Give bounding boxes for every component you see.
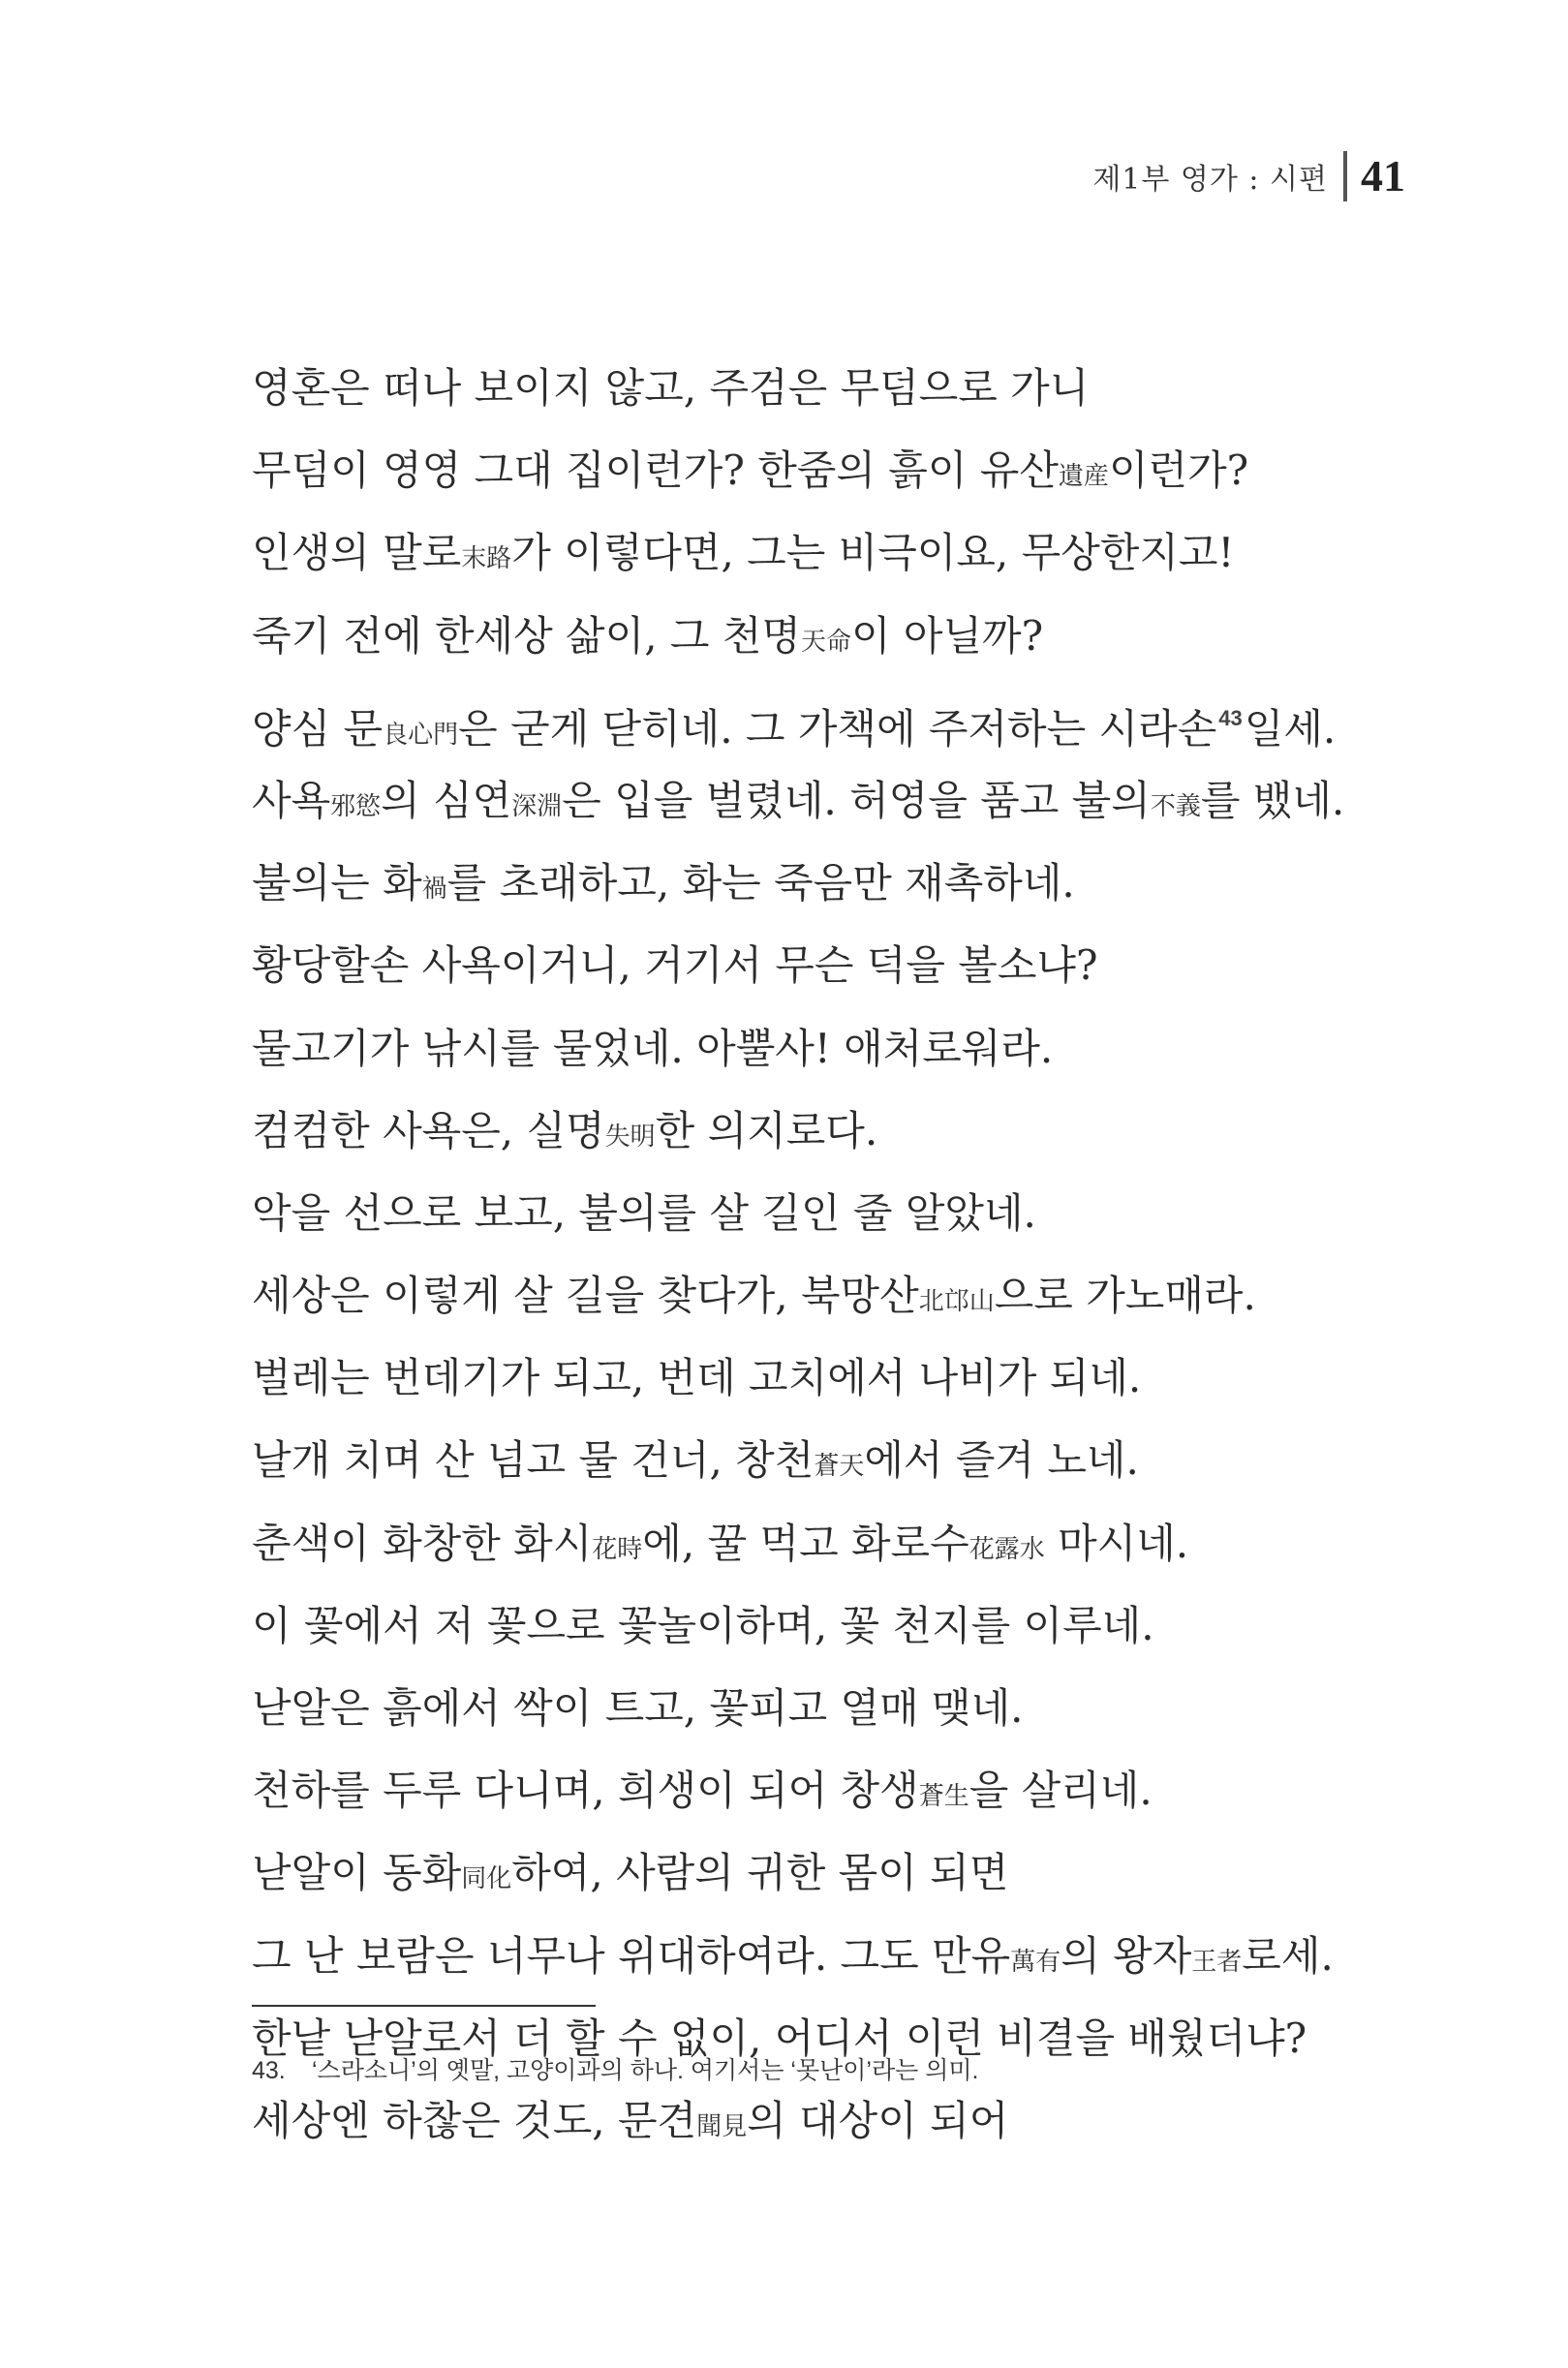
verse-text: 으로 가노매라. [994, 1272, 1256, 1320]
verse-text: 영혼은 떠나 보이지 않고, 주검은 무덤으로 가니 [252, 364, 1090, 412]
verse-text: 이 꽃에서 저 꽃으로 꽃놀이하며, 꽃 천지를 이루네. [252, 1601, 1154, 1649]
verse-text: 로세. [1242, 1931, 1334, 1980]
verse-text: 하여, 사람의 귀한 몸이 되면 [511, 1849, 1009, 1897]
verse-line [252, 1090, 1395, 1172]
verse-line [252, 677, 1395, 759]
verse-text: 한낱 낟알로서 더 할 수 없이, 어디서 이런 비결을 배웠더냐? [252, 2014, 1307, 2062]
verse-line [252, 1584, 1395, 1667]
verse-text: 의 왕자 [1061, 1931, 1192, 1980]
footnote-text: ‘스라소니’의 옛말, 고양이과의 하나. 여기서는 ‘못난이’라는 의미. [312, 2057, 979, 2084]
footnote-ref: 43 [1218, 705, 1243, 730]
page-number: 41 [1361, 151, 1405, 200]
verse-line [252, 1007, 1395, 1090]
verse-line [252, 1337, 1395, 1419]
verse-text: 낟알은 흙에서 싹이 트고, 꽃피고 열매 맺네. [252, 1684, 1024, 1732]
hanja-gloss: 同化 [461, 1864, 512, 1894]
verse-line [252, 1915, 1395, 1997]
verse-text: 그 난 보람은 너무나 위대하여라. 그도 만유 [252, 1931, 1011, 1980]
hanja-gloss: 王者 [1191, 1947, 1243, 1977]
verse-line [252, 347, 1395, 429]
verse-line [252, 1502, 1395, 1584]
hanja-gloss: 遺産 [1058, 462, 1109, 492]
verse-line [252, 1419, 1395, 1501]
hanja-gloss: 聞見 [696, 2111, 748, 2141]
verse-line [252, 429, 1395, 511]
verse-text: 춘색이 화창한 화시 [252, 1519, 593, 1567]
verse-text: 세상엔 하찮은 것도, 문견 [252, 2096, 697, 2144]
hanja-gloss: 失明 [604, 1122, 656, 1152]
verse-text: 의 대상이 되어 [747, 2096, 1009, 2144]
hanja-gloss: 邪慾 [330, 791, 382, 821]
verse-text: 한 의지로다. [655, 1106, 878, 1154]
verse-line [252, 595, 1395, 677]
verse-text: 마시네. [1044, 1519, 1189, 1567]
poem-body [252, 347, 1395, 2162]
footnote [252, 2051, 978, 2086]
verse-text: 악을 선으로 보고, 불의를 살 길인 줄 알았네. [252, 1188, 1036, 1237]
verse-text: 가 이렇다면, 그는 비극이요, 무상한지고! [511, 529, 1235, 577]
verse-text: 일세. [1244, 704, 1337, 753]
hanja-gloss: 禍 [421, 875, 447, 905]
verse-text: 죽기 전에 한세상 삶이, 그 천명 [252, 611, 801, 660]
verse-line [252, 842, 1395, 924]
verse-text: 은 입을 벌렸네. 허영을 품고 불의 [562, 776, 1151, 824]
verse-text: 의 심연 [381, 776, 512, 824]
verse-text: 날개 치며 산 넘고 물 건너, 창천 [252, 1436, 815, 1485]
verse-text: 은 굳게 닫히네. 그 가책에 주저하는 시라손 [458, 704, 1217, 753]
verse-line [252, 1667, 1395, 1749]
verse-line [252, 2079, 1395, 2162]
verse-text: 에, 꿀 먹고 화로수 [642, 1519, 969, 1567]
hanja-gloss: 蒼天 [814, 1452, 865, 1482]
verse-line [252, 1254, 1395, 1337]
verse-text: 낟알이 동화 [252, 1849, 462, 1897]
verse-text: 를 초래하고, 화는 죽음만 재촉하네. [446, 859, 1075, 907]
running-head [1092, 150, 1405, 201]
verse-text: 천하를 두루 다니며, 희생이 되어 창생 [252, 1767, 919, 1815]
verse-line [252, 1831, 1395, 1914]
hanja-gloss: 末路 [461, 544, 512, 574]
verse-text: 벌레는 번데기가 되고, 번데 고치에서 나비가 되네. [252, 1354, 1142, 1402]
verse-text: 컴컴한 사욕은, 실명 [252, 1106, 605, 1154]
verse-text: 물고기가 낚시를 물었네. 아뿔사! 애처로워라. [252, 1024, 1054, 1072]
verse-line [252, 511, 1395, 594]
verse-line [252, 924, 1395, 1006]
verse-line [252, 1172, 1395, 1254]
hanja-gloss: 北邙山 [918, 1287, 995, 1317]
verse-text: 양심 문 [252, 704, 384, 753]
hanja-gloss: 花時 [592, 1534, 643, 1564]
hanja-gloss: 蒼生 [918, 1782, 969, 1812]
header-divider [1343, 151, 1347, 201]
verse-text: 인생의 말로 [252, 529, 462, 577]
verse-text: 불의는 화 [252, 859, 422, 907]
hanja-gloss: 天命 [800, 627, 851, 657]
verse-text: 무덤이 영영 그대 집이런가? 한줌의 흙이 유산 [252, 446, 1059, 495]
verse-text: 이런가? [1108, 446, 1249, 495]
verse-text: 를 뱄네. [1200, 776, 1345, 824]
verse-line [252, 759, 1395, 842]
footnote-rule [252, 2005, 596, 2007]
verse-text: 세상은 이렇게 살 길을 찾다가, 북망산 [252, 1272, 919, 1320]
verse-text: 을 살리네. [968, 1767, 1153, 1815]
verse-text: 황당할손 사욕이거니, 거기서 무슨 덕을 볼소냐? [252, 941, 1098, 990]
hanja-gloss: 萬有 [1010, 1947, 1061, 1977]
verse-line [252, 1749, 1395, 1831]
verse-text: 이 아닐까? [850, 611, 1044, 660]
verse-text: 에서 즐겨 노네. [864, 1436, 1139, 1485]
hanja-gloss: 良心門 [383, 720, 459, 750]
footnote-number: 43. [252, 2057, 286, 2084]
hanja-gloss: 深淵 [511, 791, 563, 821]
hanja-gloss: 花露水 [968, 1534, 1045, 1564]
hanja-gloss: 不義 [1150, 791, 1201, 821]
verse-text: 사욕 [252, 776, 331, 824]
section-title: 제1부 영가 : 시편 [1092, 162, 1328, 197]
